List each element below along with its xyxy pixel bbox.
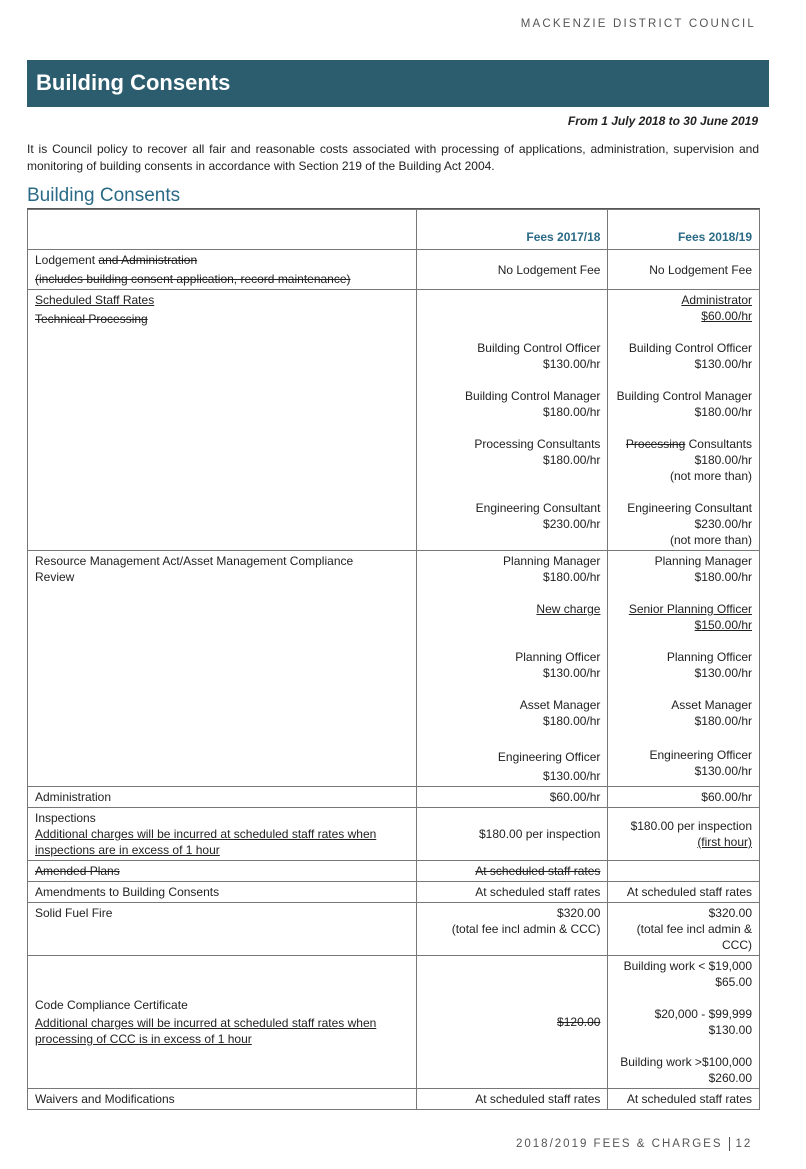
- waivers-fee-2017: At scheduled staff rates: [417, 1089, 608, 1110]
- table-row-amendments: [28, 882, 760, 903]
- po-role-2018: Planning Officer: [666, 650, 752, 664]
- footer-text: 2018/2019 FEES & CHARGES: [516, 1138, 723, 1151]
- solid-fuel-fee-2017-value: $320.00: [557, 906, 601, 920]
- am-rate-2017: $180.00/hr: [543, 714, 601, 728]
- pc-role-2017: Processing Consultants: [474, 437, 601, 451]
- inspections-fee-2018: [608, 808, 760, 861]
- rma-fees-2017: [417, 551, 608, 787]
- am-role-2018: Asset Manager: [671, 698, 752, 712]
- ccc-label: [28, 956, 417, 1089]
- amended-plans-fee-2017: At scheduled staff rates: [417, 861, 608, 882]
- ccc-fee-2017: $120.00: [417, 956, 608, 1089]
- ccc-fees-2018: [608, 956, 760, 1089]
- am-role-2017: Asset Manager: [519, 698, 601, 712]
- bco-role-2017: Building Control Officer: [477, 341, 601, 355]
- page-number: 12: [735, 1138, 753, 1151]
- amendments-fee-2018: At scheduled staff rates: [608, 882, 760, 903]
- fees-table: [27, 209, 760, 1110]
- intro-paragraph: It is Council policy to recover all fair and reasonable costs associated with processing of applications, administration, supervision and monitoring of building consents in accordance with Section 219 of the Building Act 2004.: [27, 142, 759, 173]
- new-charge-2017: New charge: [536, 602, 601, 616]
- table-row-waivers: [28, 1089, 760, 1110]
- pm-rate-2018: $180.00/hr: [694, 570, 752, 584]
- empty-header-cell: [28, 210, 417, 250]
- amended-plans-label: Amended Plans: [28, 861, 417, 882]
- bcm-role-2017: Building Control Manager: [465, 389, 601, 403]
- banner-title: Building Consents: [36, 70, 231, 95]
- period-text: From 1 July 2018 to 30 June 2019: [567, 114, 758, 128]
- ccc-title: Code Compliance Certificate: [35, 998, 188, 1012]
- table-row-inspections: [28, 808, 760, 861]
- ccc-tier2-fee: $130.00: [708, 1023, 752, 1037]
- col-header-2017: Fees 2017/18: [417, 210, 608, 250]
- po-rate-2018: $130.00/hr: [694, 666, 752, 680]
- pm-role-2017: Planning Manager: [503, 554, 601, 568]
- waivers-label: Waivers and Modifications: [28, 1089, 417, 1110]
- solid-fuel-fee-2017-note: (total fee incl admin & CCC): [451, 922, 601, 936]
- pm-role-2018: Planning Manager: [654, 554, 752, 568]
- table-row-rma: [28, 551, 760, 787]
- inspections-fee-2018-note: (first hour): [697, 835, 752, 849]
- pc-role-2018-struck: Processing: [625, 437, 686, 451]
- administration-fee-2018: $60.00/hr: [608, 787, 760, 808]
- administration-fee-2017: $60.00/hr: [417, 787, 608, 808]
- ccc-tier3-fee: $260.00: [708, 1071, 752, 1085]
- table-row-administration: [28, 787, 760, 808]
- solid-fuel-fee-2017: [417, 903, 608, 956]
- ccc-note: Additional charges will be incurred at scheduled staff rates when processing of CCC is in excess of 1 hour: [35, 1016, 377, 1046]
- solid-fuel-fee-2018-note-a: (total fee incl admin &: [636, 922, 752, 936]
- title-banner: [27, 60, 769, 107]
- table-row-lodgement: [28, 250, 760, 290]
- solid-fuel-label: Solid Fuel Fire: [28, 903, 417, 956]
- solid-fuel-fee-2018: [608, 903, 760, 956]
- spo-role-2018: Senior Planning Officer: [628, 602, 752, 616]
- bcm-rate-2017: $180.00/hr: [543, 405, 601, 419]
- staff-label-a: Scheduled Staff Rates: [35, 293, 155, 307]
- staff-label: [28, 290, 417, 551]
- inspections-note: Additional charges will be incurred at scheduled staff rates when inspections are in excess of 1 hour: [35, 827, 377, 857]
- amendments-fee-2017: At scheduled staff rates: [417, 882, 608, 903]
- admin-role-2018: Administrator: [681, 293, 752, 307]
- pc-role-2018: [615, 436, 752, 452]
- ccc-tier3-label: Building work >$100,000: [620, 1055, 752, 1069]
- footer-separator: [729, 1137, 730, 1151]
- lodgement-label-c: (includes building consent application, record maintenance): [35, 272, 351, 286]
- solid-fuel-fee-2018-value: $320.00: [708, 906, 752, 920]
- lodgement-label-a: Lodgement: [35, 253, 99, 267]
- pc-note-2018: (not more than): [669, 469, 752, 483]
- lodgement-fee-2017: No Lodgement Fee: [417, 250, 608, 290]
- ec-note-2018: (not more than): [669, 533, 752, 547]
- section-heading: Building Consents: [27, 185, 181, 206]
- table-row-solid-fuel: [28, 903, 760, 956]
- table-row-staff-rates: [28, 290, 760, 551]
- pc-rate-2018: $180.00/hr: [694, 453, 752, 467]
- rma-fees-2018: [608, 551, 760, 787]
- pc-role-2018-rest: Consultants: [685, 437, 752, 451]
- inspections-label: [28, 808, 417, 861]
- solid-fuel-fee-2018-note-b: CCC): [722, 938, 752, 952]
- lodgement-fee-2018: No Lodgement Fee: [608, 250, 760, 290]
- eo-rate-2017: $130.00/hr: [543, 769, 601, 783]
- ccc-tier2-label: $20,000 - $99,999: [654, 1007, 752, 1021]
- po-role-2017: Planning Officer: [515, 650, 601, 664]
- lodgement-label-b: and Administration: [98, 253, 198, 267]
- ccc-tier1-fee: $65.00: [715, 975, 752, 989]
- bco-role-2018: Building Control Officer: [628, 341, 752, 355]
- eo-role-2018: Engineering Officer: [649, 748, 752, 762]
- waivers-fee-2018: At scheduled staff rates: [608, 1089, 760, 1110]
- staff-label-b: Technical Processing: [35, 312, 148, 326]
- po-rate-2017: $130.00/hr: [543, 666, 601, 680]
- ec-role-2017: Engineering Consultant: [475, 501, 601, 515]
- pc-rate-2017: $180.00/hr: [543, 453, 601, 467]
- staff-fees-2018: [608, 290, 760, 551]
- inspections-fee-2017: $180.00 per inspection: [417, 808, 608, 861]
- pm-rate-2017: $180.00/hr: [543, 570, 601, 584]
- table-header-row: [28, 210, 760, 250]
- ec-role-2018: Engineering Consultant: [627, 501, 752, 515]
- staff-fees-2017: [417, 290, 608, 551]
- lodgement-label: [28, 250, 417, 290]
- inspections-title: Inspections: [35, 811, 96, 825]
- bcm-role-2018: Building Control Manager: [616, 389, 752, 403]
- page-footer: [516, 1137, 752, 1151]
- rma-label: Resource Management Act/Asset Management Compliance Review: [28, 551, 417, 787]
- administration-label: Administration: [28, 787, 417, 808]
- inspections-fee-2018-value: $180.00 per inspection: [630, 819, 752, 833]
- admin-rate-2018: $60.00/hr: [701, 309, 752, 323]
- table-row-amended-plans: [28, 861, 760, 882]
- council-name: MACKENZIE DISTRICT COUNCIL: [520, 18, 756, 30]
- bcm-rate-2018: $180.00/hr: [694, 405, 752, 419]
- bco-rate-2017: $130.00/hr: [543, 357, 601, 371]
- eo-rate-2018: $130.00/hr: [694, 764, 752, 778]
- col-header-2018: Fees 2018/19: [608, 210, 760, 250]
- ec-rate-2017: $230.00/hr: [543, 517, 601, 531]
- ec-rate-2018: $230.00/hr: [694, 517, 752, 531]
- table-row-ccc: [28, 956, 760, 1089]
- ccc-tier1-label: Building work < $19,000: [623, 959, 752, 973]
- am-rate-2018: $180.00/hr: [694, 714, 752, 728]
- amended-plans-fee-2018: [608, 861, 760, 882]
- amendments-label: Amendments to Building Consents: [28, 882, 417, 903]
- eo-role-2017: Engineering Officer: [497, 750, 601, 764]
- bco-rate-2018: $130.00/hr: [694, 357, 752, 371]
- spo-rate-2018: $150.00/hr: [694, 618, 752, 632]
